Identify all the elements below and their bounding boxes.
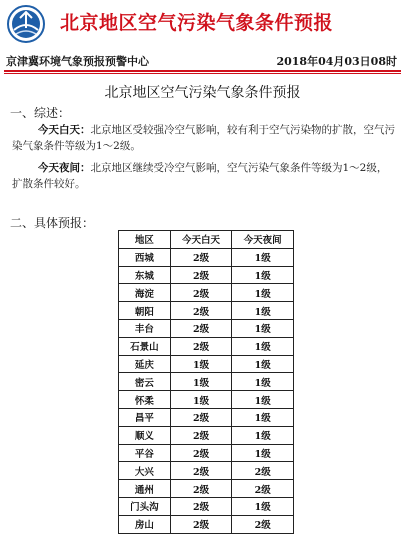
table-header-row — [119, 231, 294, 249]
tonight-lead: 今天夜间： — [38, 162, 91, 174]
report-subheader — [0, 50, 405, 70]
region-cell: 平谷 — [119, 444, 171, 462]
column-header-tonight: 今天夜间 — [232, 231, 294, 249]
region-cell: 房山 — [119, 515, 171, 533]
table-row — [119, 284, 294, 302]
tonight-paragraph — [12, 160, 397, 192]
tonight-level-cell: 1级 — [232, 408, 294, 426]
region-cell: 密云 — [119, 373, 171, 391]
table-row — [119, 462, 294, 480]
today-day-level-cell: 2级 — [170, 426, 232, 444]
region-cell: 海淀 — [119, 284, 171, 302]
tonight-level-cell: 2级 — [232, 515, 294, 533]
today-day-level-cell: 2级 — [170, 319, 232, 337]
table-row — [119, 302, 294, 320]
today-day-level-cell: 2级 — [170, 266, 232, 284]
today-day-level-cell: 2级 — [170, 444, 232, 462]
tonight-level-cell: 2级 — [232, 462, 294, 480]
table-row — [119, 408, 294, 426]
tonight-level-cell: 1级 — [232, 248, 294, 266]
forecast-heading: 二、具体预报： — [10, 216, 95, 230]
today-day-level-cell: 2级 — [170, 302, 232, 320]
tonight-level-cell: 1级 — [232, 426, 294, 444]
forecast-table — [118, 230, 294, 534]
tonight-level-cell: 1级 — [232, 355, 294, 373]
region-cell: 东城 — [119, 266, 171, 284]
region-cell: 延庆 — [119, 355, 171, 373]
report-header — [0, 0, 405, 48]
today-day-paragraph — [12, 122, 397, 154]
region-cell: 通州 — [119, 480, 171, 498]
meteorological-logo-icon — [6, 4, 46, 44]
today-day-level-cell: 2级 — [170, 497, 232, 515]
today-day-lead: 今天白天： — [38, 124, 91, 136]
table-row — [119, 355, 294, 373]
region-cell: 顺义 — [119, 426, 171, 444]
header-divider-thin — [4, 73, 401, 74]
column-header-today-day: 今天白天 — [170, 231, 232, 249]
today-day-level-cell: 2级 — [170, 284, 232, 302]
tonight-level-cell: 1级 — [232, 284, 294, 302]
table-row — [119, 515, 294, 533]
column-header-region: 地区 — [119, 231, 171, 249]
table-row — [119, 497, 294, 515]
table-row — [119, 480, 294, 498]
tonight-level-cell: 1级 — [232, 319, 294, 337]
region-cell: 朝阳 — [119, 302, 171, 320]
today-day-level-cell: 1级 — [170, 373, 232, 391]
today-day-level-cell: 2级 — [170, 480, 232, 498]
tonight-level-cell: 1级 — [232, 337, 294, 355]
tonight-level-cell: 1级 — [232, 497, 294, 515]
table-row — [119, 373, 294, 391]
table-row — [119, 248, 294, 266]
today-day-level-cell: 2级 — [170, 515, 232, 533]
tonight-text: 北京地区继续受冷空气影响，空气污染气象条件等级为1～2级，扩散条件较好。 — [12, 162, 388, 190]
region-cell: 怀柔 — [119, 391, 171, 409]
report-title: 北京地区空气污染气象条件预报 — [60, 12, 334, 34]
table-row — [119, 337, 294, 355]
today-day-level-cell: 2级 — [170, 248, 232, 266]
header-divider — [4, 70, 401, 72]
today-day-level-cell: 2级 — [170, 462, 232, 480]
issue-date: 2018年04月03日08时 — [276, 55, 397, 68]
region-cell: 石景山 — [119, 337, 171, 355]
today-day-text: 北京地区受较强冷空气影响，较有利于空气污染物的扩散，空气污染气象条件等级为1～2级。 — [12, 124, 395, 152]
tonight-level-cell: 1级 — [232, 373, 294, 391]
today-day-level-cell: 2级 — [170, 337, 232, 355]
tonight-level-cell: 1级 — [232, 444, 294, 462]
today-day-level-cell: 1级 — [170, 391, 232, 409]
table-row — [119, 426, 294, 444]
region-cell: 大兴 — [119, 462, 171, 480]
region-cell: 西城 — [119, 248, 171, 266]
tonight-level-cell: 2级 — [232, 480, 294, 498]
tonight-level-cell: 1级 — [232, 302, 294, 320]
table-row — [119, 266, 294, 284]
region-cell: 丰台 — [119, 319, 171, 337]
table-row — [119, 391, 294, 409]
today-day-level-cell: 1级 — [170, 355, 232, 373]
region-cell: 门头沟 — [119, 497, 171, 515]
issuing-organization: 京津冀环境气象预报预警中心 — [6, 55, 149, 68]
table-row — [119, 444, 294, 462]
tonight-level-cell: 1级 — [232, 391, 294, 409]
today-day-level-cell: 2级 — [170, 408, 232, 426]
document-title: 北京地区空气污染气象条件预报 — [104, 85, 301, 101]
tonight-level-cell: 1级 — [232, 266, 294, 284]
table-row — [119, 319, 294, 337]
region-cell: 昌平 — [119, 408, 171, 426]
summary-heading: 一、综述： — [10, 106, 71, 120]
